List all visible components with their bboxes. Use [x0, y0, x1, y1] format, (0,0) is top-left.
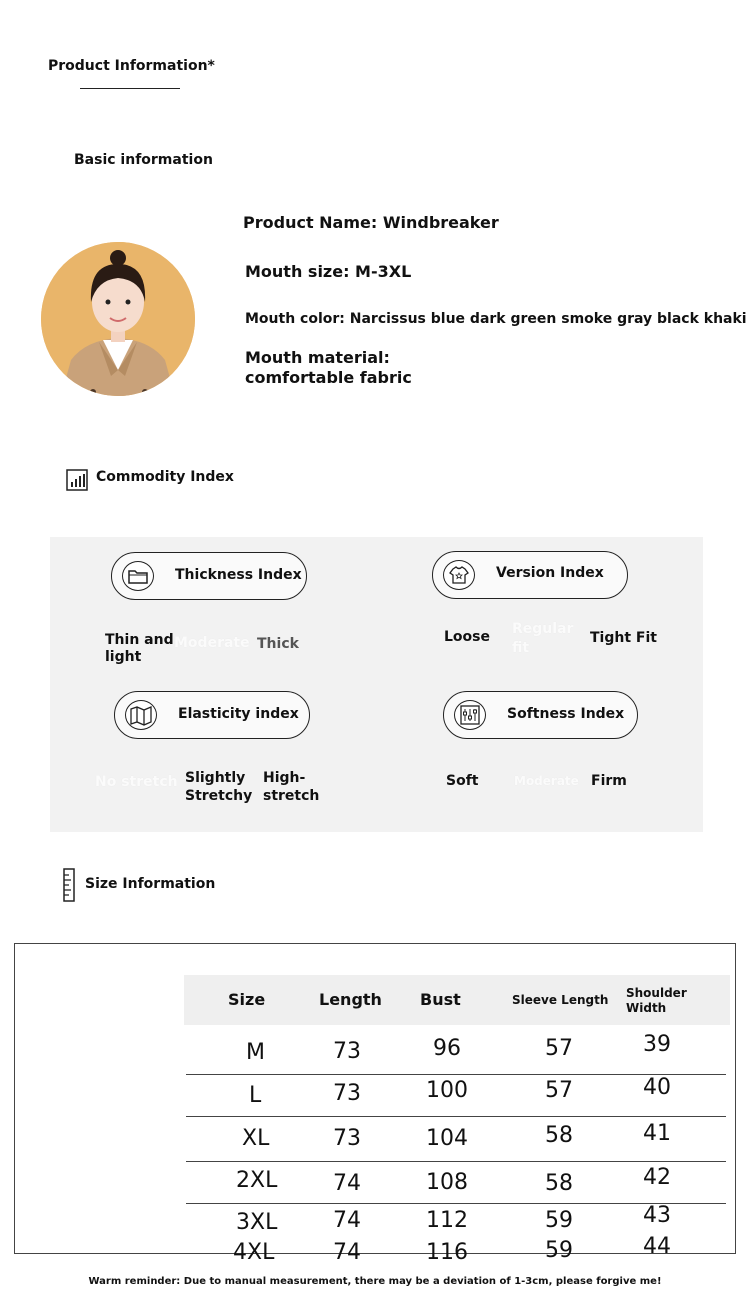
thickness-opt-thin-line1: Thin and: [105, 632, 174, 648]
thickness-opt-thin-line2: light: [105, 649, 142, 665]
thickness-opt-moderate: Moderate: [174, 635, 250, 651]
commodity-index-panel: [50, 537, 703, 832]
commodity-index-heading: Commodity Index: [96, 469, 234, 485]
thickness-index-label: Thickness Index: [175, 567, 302, 583]
tshirt-icon: [443, 560, 475, 590]
cell-shoulder: 41: [643, 1121, 671, 1146]
version-opt-regular-line2: fit: [512, 640, 530, 656]
softness-index-pill: [443, 691, 638, 739]
cell-sleeve: 59: [545, 1238, 573, 1263]
elasticity-opt-slight-line2: Stretchy: [185, 788, 253, 804]
row-divider: [186, 1116, 726, 1117]
cell-length: 74: [333, 1171, 361, 1196]
row-divider: [186, 1161, 726, 1162]
cell-sleeve: 57: [545, 1078, 573, 1103]
product-name: Product Name: Windbreaker: [243, 213, 499, 232]
cell-length: 73: [333, 1081, 361, 1106]
thickness-index-pill: [111, 552, 307, 600]
header-length: Length: [319, 990, 382, 1009]
cell-bust: 112: [426, 1208, 468, 1233]
softness-opt-firm: Firm: [591, 773, 627, 789]
version-opt-regular-line1: Regular: [512, 621, 574, 637]
measurement-note: Warm reminder: Due to manual measurement, there may be a deviation of 1-3cm, please forgive me!: [88, 1276, 662, 1287]
model-illustration: [41, 242, 195, 396]
folder-icon: [122, 561, 154, 591]
cell-bust: 108: [426, 1170, 468, 1195]
basic-info-heading: Basic information: [74, 152, 213, 168]
cell-sleeve: 58: [545, 1123, 573, 1148]
cell-bust: 104: [426, 1126, 468, 1151]
version-opt-tight: Tight Fit: [590, 630, 657, 646]
product-material-label: Mouth material:: [245, 348, 390, 367]
cell-length: 74: [333, 1208, 361, 1233]
cell-shoulder: 43: [643, 1203, 671, 1228]
cell-bust: 116: [426, 1240, 468, 1265]
header-shoulder-line2: Width: [626, 1001, 667, 1015]
version-index-label: Version Index: [496, 565, 604, 581]
cell-length: 73: [333, 1039, 361, 1064]
product-color: Mouth color: Narcissus blue dark green smoke gray black khaki: [245, 311, 747, 327]
bar-chart-icon: [66, 469, 86, 491]
softness-index-label: Softness Index: [507, 706, 625, 722]
header-size: Size: [228, 990, 266, 1009]
elasticity-opt-none: No stretch: [95, 774, 178, 790]
product-material-value: comfortable fabric: [245, 368, 412, 387]
cell-size: 3XL: [236, 1210, 278, 1235]
softness-opt-soft: Soft: [446, 773, 479, 789]
cell-size: 2XL: [236, 1168, 278, 1193]
elasticity-opt-high-line2: stretch: [263, 788, 320, 804]
cell-sleeve: 57: [545, 1036, 573, 1061]
title-underline: [80, 88, 180, 89]
header-bust: Bust: [420, 990, 461, 1009]
elasticity-opt-high-line1: High-: [263, 770, 306, 786]
header-sleeve-length: Sleeve Length: [512, 993, 609, 1007]
cell-shoulder: 39: [643, 1032, 671, 1057]
cell-shoulder: 44: [643, 1234, 671, 1259]
cell-shoulder: 40: [643, 1075, 671, 1100]
size-table-header: [184, 975, 730, 1025]
cell-length: 73: [333, 1126, 361, 1151]
elasticity-index-label: Elasticity index: [178, 706, 299, 722]
version-index-pill: [432, 551, 628, 599]
cell-bust: 100: [426, 1078, 468, 1103]
page-title: Product Information*: [48, 58, 215, 74]
version-opt-loose: Loose: [444, 629, 490, 645]
header-shoulder-line1: Shoulder: [626, 986, 687, 1000]
thickness-opt-thick: Thick: [257, 636, 299, 652]
cell-sleeve: 59: [545, 1208, 573, 1233]
ruler-icon: [63, 868, 77, 902]
size-info-heading: Size Information: [85, 876, 216, 892]
cell-length: 74: [333, 1240, 361, 1265]
cell-size: XL: [242, 1126, 270, 1151]
cell-shoulder: 42: [643, 1165, 671, 1190]
sliders-icon: [454, 700, 486, 730]
map-icon: [125, 700, 157, 730]
cell-size: M: [246, 1040, 265, 1065]
cell-sleeve: 58: [545, 1171, 573, 1196]
softness-opt-moderate: Moderate: [514, 774, 579, 788]
cell-size: L: [249, 1083, 262, 1108]
cell-bust: 96: [433, 1036, 461, 1061]
elasticity-index-pill: [114, 691, 310, 739]
model-photo: [41, 242, 195, 396]
product-size: Mouth size: M-3XL: [245, 262, 412, 281]
cell-size: 4XL: [233, 1240, 275, 1265]
elasticity-opt-slight-line1: Slightly: [185, 770, 246, 786]
